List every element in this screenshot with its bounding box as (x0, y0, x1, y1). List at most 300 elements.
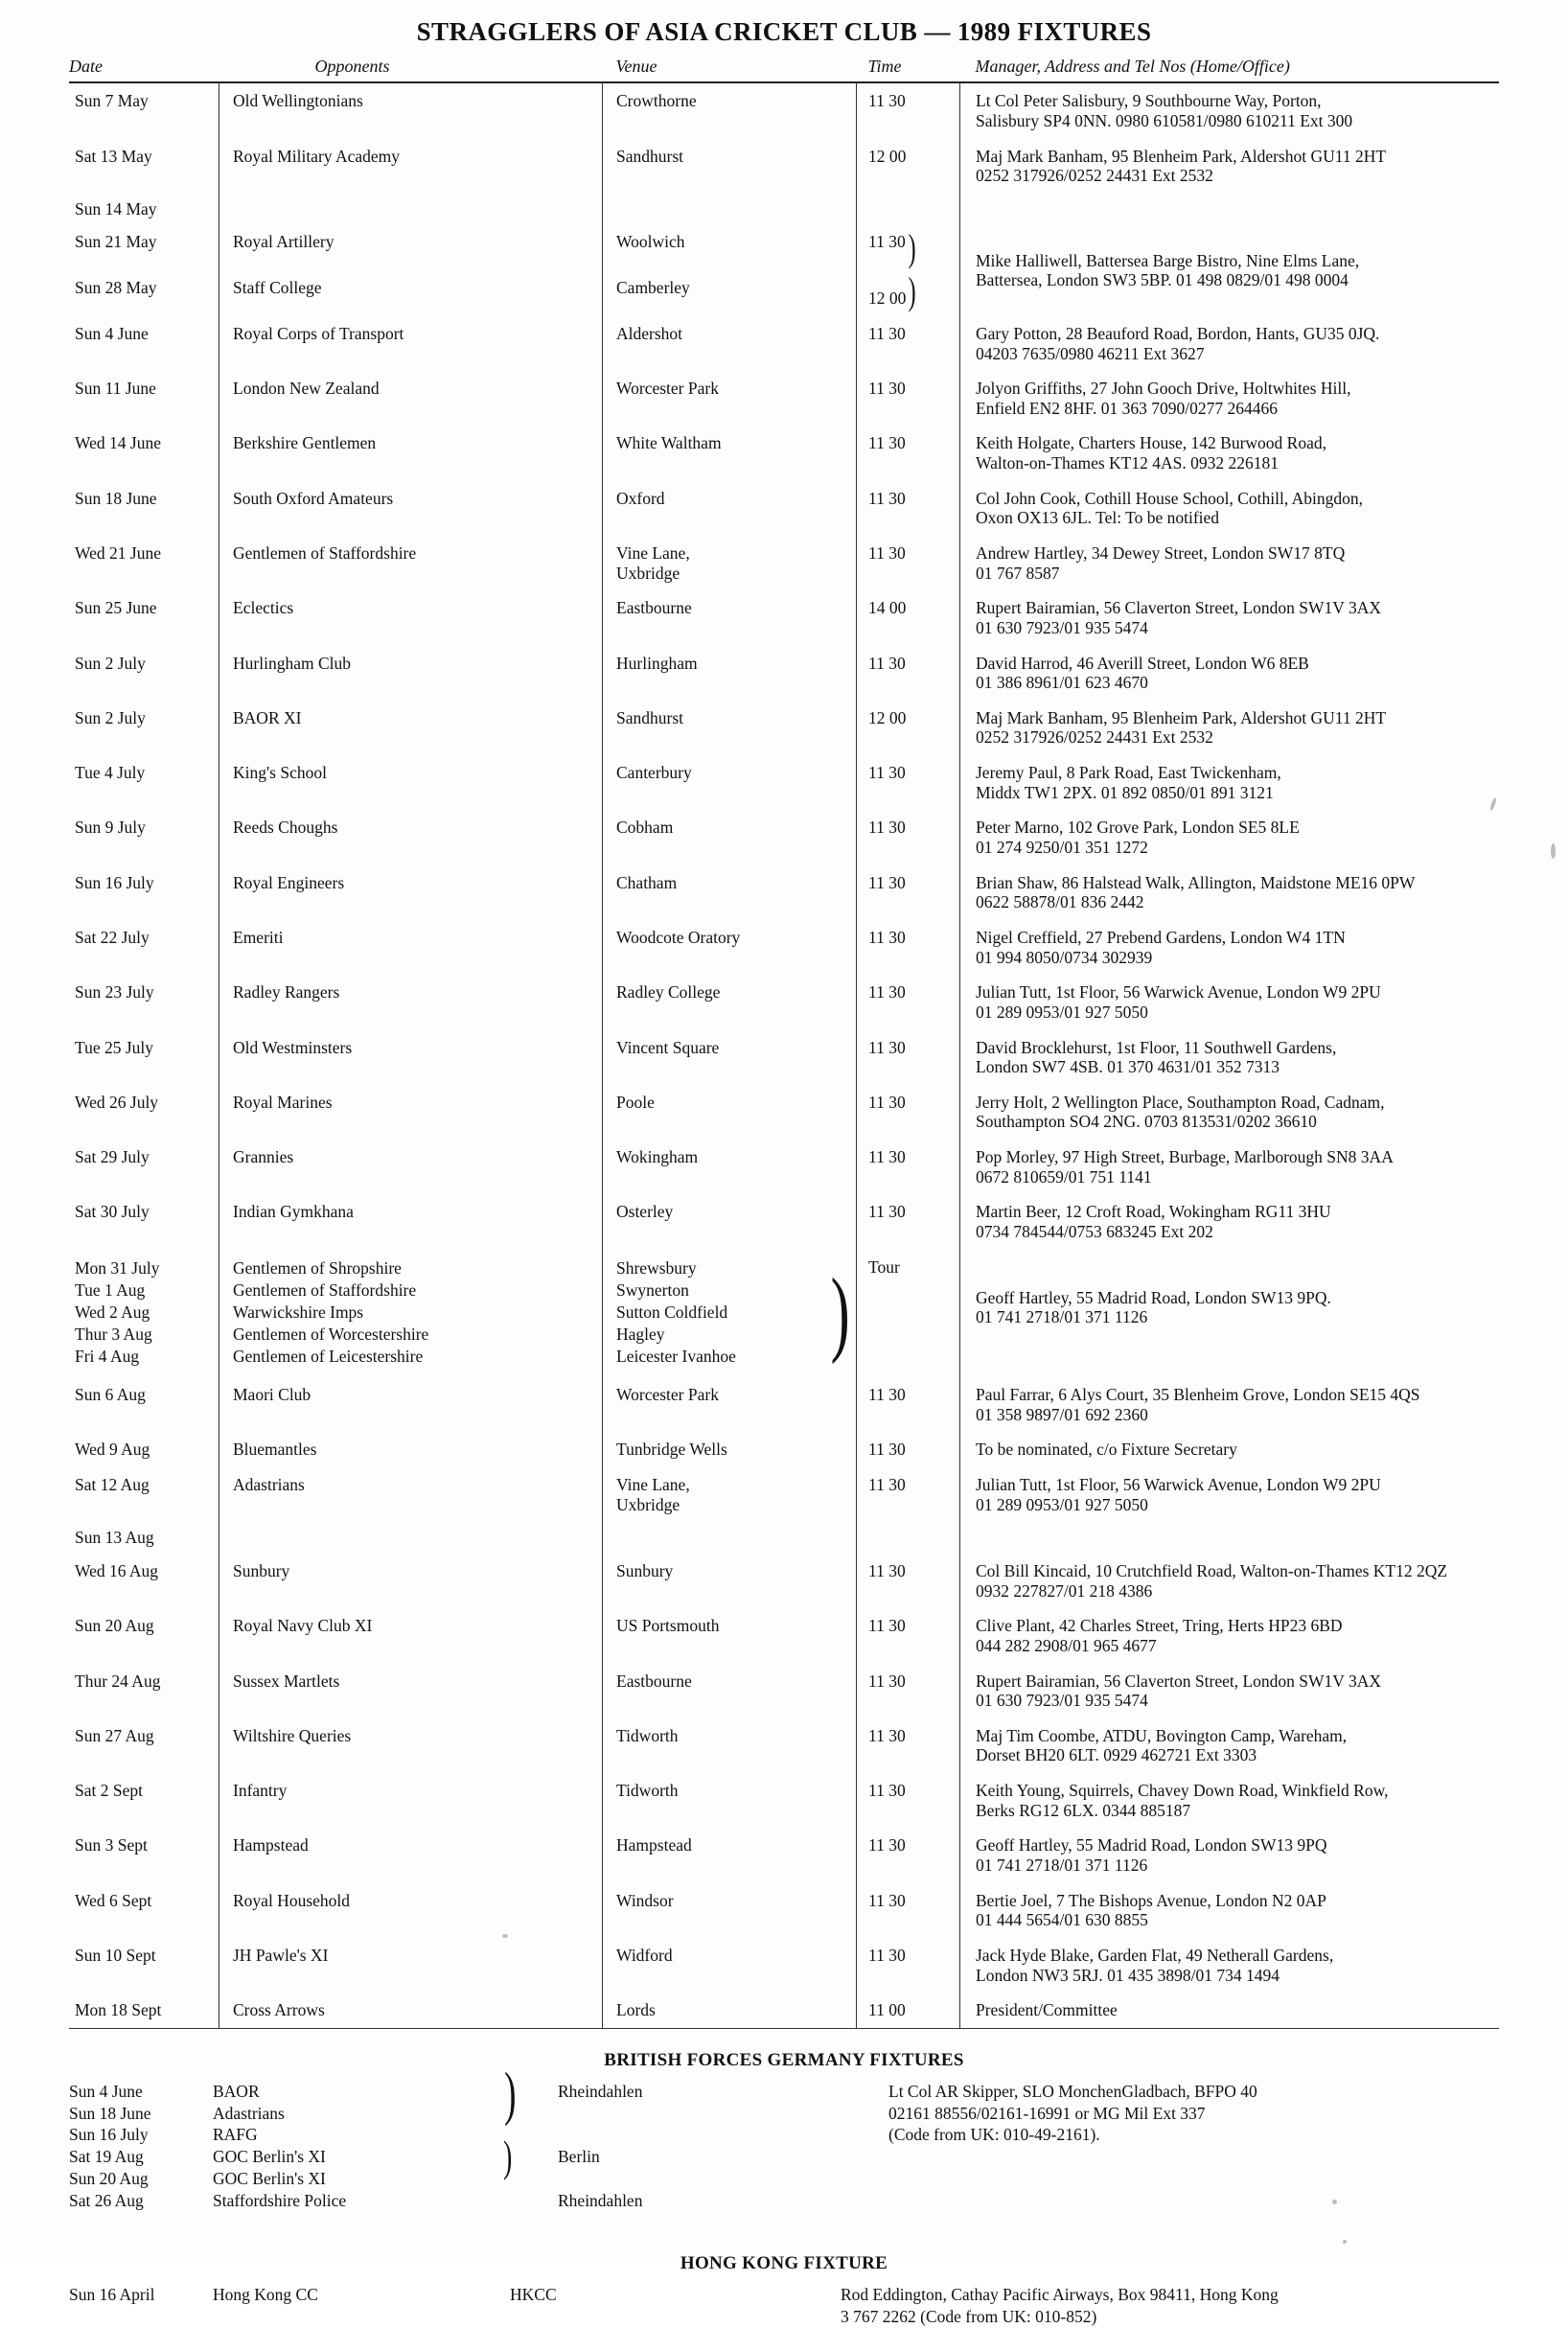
table-header-row (69, 57, 1499, 82)
fixture-time: 11 30 (857, 646, 960, 701)
fixture-venue: Lords (603, 1993, 857, 2028)
manager-line-1: David Brocklehurst, 1st Floor, 11 Southwell Gardens, (976, 1037, 1337, 1057)
fixture-manager (960, 1938, 1500, 1993)
fixture-opponents: Old Wellingtonians (219, 82, 603, 138)
table-row (69, 1432, 1499, 1467)
fixture-manager (960, 1194, 1500, 1249)
fixture-manager (960, 1140, 1500, 1194)
fixture-time: 12 00 (857, 701, 960, 755)
fixture-date: Sat 13 May (75, 146, 152, 166)
bfg-venue-3: Rheindahlen (558, 2190, 643, 2210)
fixture-opponents: Royal Artillery (219, 224, 603, 270)
fixture-venue: Worcester Park (603, 1377, 857, 1432)
fixture-time: 11 30 (857, 82, 960, 138)
fixture-manager (960, 1432, 1500, 1467)
bfg-braces (500, 2061, 558, 2212)
tour-opponent-1: Gentlemen of Shropshire (233, 1257, 402, 1278)
fixture-opponents: Staff College (219, 270, 603, 316)
fixture-opponents: Royal Navy Club XI (219, 1608, 603, 1663)
column-header-manager: Manager, Address and Tel Nos (Home/Office) (960, 57, 1500, 82)
fixture-date: Sun 10 Sept (75, 1945, 156, 1965)
fixture-time (857, 194, 960, 225)
fixture-time: 11 30 (857, 865, 960, 920)
bfg-date-2: Sun 18 June (69, 2103, 151, 2123)
manager-line-2: 01 741 2718/01 371 1126 (976, 1855, 1148, 1876)
fixture-venue: Oxford (603, 481, 857, 536)
fixture-opponents: Cross Arrows (219, 1993, 603, 2028)
manager-line-1: Rod Eddington, Cathay Pacific Airways, Box 98411, Hong Kong (841, 2285, 1279, 2305)
fixture-time: 11 30 (857, 755, 960, 810)
fixture-time: 11 30 (857, 1030, 960, 1085)
table-row (69, 920, 1499, 975)
manager-line-1: Maj Tim Coombe, ATDU, Bovington Camp, Wareham, (976, 1725, 1348, 1745)
fixture-venue: Radley College (603, 975, 857, 1029)
manager-line-2: 01 274 9250/01 351 1272 (976, 838, 1148, 858)
time-value: 12 00 (868, 288, 907, 309)
tour-opponent-4: Gentlemen of Worcestershire (233, 1324, 429, 1344)
fixture-venue: Aldershot (603, 316, 857, 371)
fixture-venue: Canterbury (603, 755, 857, 810)
scan-speck (1332, 2200, 1337, 2204)
fixture-venue (603, 1467, 857, 1522)
hk-date: Sun 16 April (69, 2285, 155, 2305)
bfg-opponent-1: BAOR (213, 2081, 260, 2101)
fixture-date: Wed 16 Aug (75, 1560, 159, 1580)
table-row (69, 536, 1499, 590)
table-row (69, 975, 1499, 1029)
fixture-time: 11 30 (857, 1718, 960, 1773)
fixture-date: Sun 11 June (75, 379, 156, 399)
fixture-date: Sun 27 Aug (75, 1725, 154, 1745)
fixture-venue: Crowthorne (603, 82, 857, 138)
manager-line-2: 044 282 2908/01 965 4677 (976, 1635, 1157, 1655)
fixture-opponents: Emeriti (219, 920, 603, 975)
tour-opponent-5: Gentlemen of Leicestershire (233, 1347, 424, 1367)
fixture-venue (603, 194, 857, 225)
manager-line-2: 0252 317926/0252 24431 Ext 2532 (976, 166, 1213, 186)
fixture-opponents: Adastrians (219, 1467, 603, 1522)
tour-venue-4: Hagley (616, 1324, 665, 1344)
fixture-opponents: Indian Gymkhana (219, 1194, 603, 1249)
fixture-time (857, 270, 960, 316)
fixture-date: Sun 21 May (75, 232, 157, 252)
fixture-date: Wed 21 June (75, 543, 161, 563)
manager-line-1: Julian Tutt, 1st Floor, 56 Warwick Avenue, London W9 2PU (976, 1475, 1381, 1495)
manager-line-2: Battersea, London SW3 5BP. 01 498 0829/01 498 0004 (976, 270, 1349, 290)
manager-line-1: Jack Hyde Blake, Garden Flat, 49 Netherall Gardens, (976, 1945, 1334, 1965)
fixture-date: Wed 26 July (75, 1092, 159, 1112)
fixture-venue (603, 536, 857, 590)
fixture-opponents (219, 194, 603, 225)
fixture-manager (960, 139, 1500, 194)
fixture-manager (960, 1030, 1500, 1085)
manager-line-1: President/Committee (976, 2000, 1118, 2020)
fixture-manager (960, 755, 1500, 810)
fixture-opponents: Hurlingham Club (219, 646, 603, 701)
fixture-date: Sun 2 July (75, 707, 146, 727)
fixture-time (857, 224, 960, 270)
table-row (69, 2284, 1499, 2328)
fixture-manager (960, 1377, 1500, 1432)
fixture-venue: Widford (603, 1938, 857, 1993)
tour-venue-5: Leicester Ivanhoe (616, 1347, 736, 1367)
table-row (69, 224, 1499, 270)
bfg-opponent-6: Staffordshire Police (213, 2190, 347, 2210)
fixture-time: 11 30 (857, 371, 960, 426)
manager-line-2: Walton-on-Thames KT12 4AS. 0932 226181 (976, 453, 1279, 473)
manager-line-2: London NW3 5RJ. 01 435 3898/01 734 1494 (976, 1965, 1280, 1985)
manager-line-1: Geoff Hartley, 55 Madrid Road, London SW13 9PQ (976, 1835, 1327, 1855)
fixture-venue: Tunbridge Wells (603, 1432, 857, 1467)
fixture-venue: Woolwich (603, 224, 857, 270)
hk-heading: HONG KONG FIXTURE (680, 2253, 888, 2274)
bfg-manager (888, 2081, 1499, 2212)
manager-line-1: Peter Marno, 102 Grove Park, London SE5 8LE (976, 818, 1300, 838)
manager-line-2: Berks RG12 6LX. 0344 885187 (976, 1800, 1191, 1820)
manager-line-2: Southampton SO4 2NG. 0703 813531/0202 36610 (976, 1112, 1317, 1132)
manager-line-2: 01 358 9897/01 692 2360 (976, 1404, 1148, 1424)
fixture-manager (960, 810, 1500, 864)
bfg-date-6: Sat 26 Aug (69, 2190, 144, 2210)
tour-opponent-3: Warwickshire Imps (233, 1302, 364, 1322)
tour-opponent-2: Gentlemen of Staffordshire (233, 1279, 417, 1300)
fixture-manager (960, 590, 1500, 645)
tour-venue-2: Swynerton (616, 1279, 689, 1300)
fixture-venue: Sunbury (603, 1554, 857, 1608)
hk-manager (841, 2284, 1499, 2328)
fixture-manager (960, 920, 1500, 975)
bfg-date-3: Sun 16 July (69, 2125, 149, 2145)
fixture-date: Mon 18 Sept (75, 2000, 162, 2020)
fixture-date: Sun 16 July (75, 872, 154, 892)
manager-line-2: Salisbury SP4 0NN. 0980 610581/0980 610211 Ext 300 (976, 110, 1353, 130)
table-row (69, 1718, 1499, 1773)
fixture-manager (960, 426, 1500, 480)
table-row (69, 1773, 1499, 1828)
bfg-opponent-3: RAFG (213, 2125, 258, 2145)
fixture-venue: Hurlingham (603, 646, 857, 701)
table-row (69, 1883, 1499, 1938)
manager-line-2: Oxon OX13 6JL. Tel: To be notified (976, 508, 1220, 528)
fixture-opponents: Eclectics (219, 590, 603, 645)
fixture-time: 11 30 (857, 1938, 960, 1993)
fixture-opponents: Wiltshire Queries (219, 1718, 603, 1773)
manager-line-1: Col John Cook, Cothill House School, Cothill, Abingdon, (976, 488, 1363, 508)
scan-speck (502, 1934, 508, 1938)
manager-line-1: Pop Morley, 97 High Street, Burbage, Marlborough SN8 3AA (976, 1147, 1394, 1167)
fixture-time: 14 00 (857, 590, 960, 645)
fixture-manager (960, 1883, 1500, 1938)
table-row (69, 1377, 1499, 1432)
fixture-manager (960, 975, 1500, 1029)
manager-line-1: Martin Beer, 12 Croft Road, Wokingham RG11 3HU (976, 1202, 1331, 1222)
fixture-date: Sun 9 July (75, 818, 146, 838)
column-header-opponents: Opponents (219, 57, 603, 82)
fixture-venue: White Waltham (603, 426, 857, 480)
fixture-time: 11 30 (857, 1773, 960, 1828)
manager-line-1: Maj Mark Banham, 95 Blenheim Park, Aldershot GU11 2HT (976, 146, 1387, 166)
fixture-venue: US Portsmouth (603, 1608, 857, 1663)
fixture-opponents: King's School (219, 755, 603, 810)
manager-line-2: 04203 7635/0980 46211 Ext 3627 (976, 343, 1205, 363)
tour-date-5: Fri 4 Aug (75, 1347, 140, 1367)
fixture-time: 11 30 (857, 1085, 960, 1140)
table-row (69, 1938, 1499, 1993)
fixture-opponents: Infantry (219, 1773, 603, 1828)
fixture-date: Thur 24 Aug (75, 1671, 161, 1691)
manager-line-2: London SW7 4SB. 01 370 4631/01 352 7313 (976, 1057, 1280, 1077)
fixture-time: 11 30 (857, 810, 960, 864)
tour-date-4: Thur 3 Aug (75, 1324, 152, 1344)
fixture-manager (960, 194, 1500, 225)
brace-icon-group-1: ) (504, 2061, 517, 2127)
table-row (69, 810, 1499, 864)
fixture-manager (960, 1467, 1500, 1522)
fixture-time: 11 30 (857, 1194, 960, 1249)
manager-line-1: Brian Shaw, 86 Halstead Walk, Allington, Maidstone ME16 0PW (976, 872, 1416, 892)
fixture-opponents: Sunbury (219, 1554, 603, 1608)
fixture-manager (960, 1828, 1500, 1882)
fixture-date: Sun 6 Aug (75, 1385, 146, 1405)
fixture-date: Sun 20 Aug (75, 1616, 154, 1636)
fixture-date: Sun 2 July (75, 653, 146, 673)
table-row (69, 1828, 1499, 1882)
fixture-time (857, 1522, 960, 1554)
fixture-date: Sun 25 June (75, 598, 157, 618)
hk-opponents: Hong Kong CC (213, 2285, 318, 2305)
fixture-manager (960, 371, 1500, 426)
fixture-date: Sun 4 June (75, 323, 149, 343)
fixture-manager (960, 701, 1500, 755)
tour-date-1: Mon 31 July (75, 1257, 160, 1278)
venue-line-1: Vine Lane, (616, 543, 690, 563)
spacer-1 (558, 2103, 888, 2125)
fixture-manager (960, 224, 1500, 315)
tour-time: Tour (857, 1250, 960, 1377)
fixture-date: Sat 30 July (75, 1202, 150, 1222)
brace-top-icon: ) (908, 226, 916, 270)
manager-line-1: Paul Farrar, 6 Alys Court, 35 Blenheim Grove, London SE15 4QS (976, 1385, 1420, 1405)
fixture-opponents: Royal Household (219, 1883, 603, 1938)
bfg-opponent-2: Adastrians (213, 2103, 285, 2123)
fixture-manager (960, 1993, 1500, 2028)
table-row (69, 755, 1499, 810)
fixture-venue: Sandhurst (603, 701, 857, 755)
fixture-opponents: Sussex Martlets (219, 1664, 603, 1718)
table-row (69, 646, 1499, 701)
fixture-time: 11 30 (857, 1664, 960, 1718)
manager-line-1: To be nominated, c/o Fixture Secretary (976, 1440, 1237, 1460)
fixture-manager (960, 646, 1500, 701)
fixture-opponents: Bluemantles (219, 1432, 603, 1467)
fixture-time: 11 30 (857, 975, 960, 1029)
fixture-time: 11 30 (857, 1467, 960, 1522)
fixture-date: Sat 2 Sept (75, 1781, 143, 1801)
manager-line-2: 01 289 0953/01 927 5050 (976, 1494, 1148, 1514)
fixture-opponents: Royal Military Academy (219, 139, 603, 194)
manager-line-1: Clive Plant, 42 Charles Street, Tring, Herts HP23 6BD (976, 1616, 1343, 1636)
manager-line-2: 01 444 5654/01 630 8855 (976, 1910, 1148, 1930)
fixture-time: 11 30 (857, 1608, 960, 1663)
fixture-manager (960, 1718, 1500, 1773)
spacer-3 (558, 2168, 888, 2190)
manager-line-1: Jerry Holt, 2 Wellington Place, Southampton Road, Cadnam, (976, 1092, 1385, 1112)
table-row (69, 865, 1499, 920)
manager-line-2: 0622 58878/01 836 2442 (976, 892, 1144, 912)
table-row (69, 82, 1499, 138)
fixture-manager (960, 481, 1500, 536)
bfg-venue-1: Rheindahlen (558, 2081, 643, 2101)
fixtures-table (69, 57, 1499, 2029)
table-row (69, 426, 1499, 480)
fixture-opponents: Berkshire Gentlemen (219, 426, 603, 480)
fixture-venue (603, 1522, 857, 1554)
hk-table (69, 2284, 1499, 2328)
manager-line-1: Keith Young, Squirrels, Chavey Down Road, Winkfield Row, (976, 1781, 1389, 1801)
brace-icon-group-2: ) (503, 2131, 513, 2180)
scan-speck (1343, 2240, 1347, 2244)
manager-line-1: Rupert Bairamian, 56 Claverton Street, London SW1V 3AX (976, 598, 1382, 618)
tour-date-3: Wed 2 Aug (75, 1302, 150, 1322)
time-value: 11 30 (868, 232, 906, 252)
fixture-venue: Tidworth (603, 1718, 857, 1773)
fixture-time: 12 00 (857, 139, 960, 194)
manager-line-2: 01 386 8961/01 623 4670 (976, 673, 1148, 693)
fixture-opponents: Reeds Choughs (219, 810, 603, 864)
tour-manager (960, 1250, 1500, 1377)
fixture-venue: Tidworth (603, 1773, 857, 1828)
fixture-opponents: Gentlemen of Staffordshire (219, 536, 603, 590)
fixture-venue: Worcester Park (603, 371, 857, 426)
fixture-opponents: Old Westminsters (219, 1030, 603, 1085)
manager-line-1: Col Bill Kincaid, 10 Crutchfield Road, Walton-on-Thames KT12 2QZ (976, 1560, 1448, 1580)
fixture-date: Sun 23 July (75, 982, 154, 1003)
fixture-opponents: Royal Corps of Transport (219, 316, 603, 371)
venue-line-1: Vine Lane, (616, 1475, 690, 1495)
tour-venue-3: Sutton Coldfield (616, 1302, 728, 1322)
fixture-time: 11 30 (857, 1554, 960, 1608)
hk-venue: HKCC (510, 2285, 557, 2305)
bfg-table (69, 2061, 1499, 2212)
scan-speck (1551, 843, 1556, 859)
manager-line-2: 0252 317926/0252 24431 Ext 2532 (976, 727, 1213, 748)
fixture-opponents: London New Zealand (219, 371, 603, 426)
manager-line-1: Keith Holgate, Charters House, 142 Burwood Road, (976, 433, 1326, 453)
fixture-date: Sun 28 May (75, 278, 157, 298)
manager-line-2: 0734 784544/0753 683245 Ext 202 (976, 1222, 1213, 1242)
fixture-opponents: JH Pawle's XI (219, 1938, 603, 1993)
fixture-manager (960, 865, 1500, 920)
fixture-venue: Cobham (603, 810, 857, 864)
spacer-2 (558, 2124, 888, 2146)
table-row (69, 1030, 1499, 1085)
fixture-date: Wed 9 Aug (75, 1440, 150, 1460)
fixture-time: 11 30 (857, 426, 960, 480)
manager-line-1: Jolyon Griffiths, 27 John Gooch Drive, Holtwhites Hill, (976, 379, 1351, 399)
manager-line-2: 0672 810659/01 751 1141 (976, 1166, 1152, 1187)
bfg-heading: BRITISH FORCES GERMANY FIXTURES (604, 2049, 964, 2070)
manager-line-1: Maj Mark Banham, 95 Blenheim Park, Aldershot GU11 2HT (976, 707, 1387, 727)
fixture-venue: Wokingham (603, 1140, 857, 1194)
bfg-dates (69, 2081, 213, 2212)
bfg-date-1: Sun 4 June (69, 2081, 143, 2101)
fixture-time: 11 30 (857, 536, 960, 590)
fixture-manager (960, 536, 1500, 590)
table-row (69, 1085, 1499, 1140)
manager-line-2: Dorset BH20 6LT. 0929 462721 Ext 3303 (976, 1745, 1257, 1765)
manager-line-1: Rupert Bairamian, 56 Claverton Street, London SW1V 3AX (976, 1671, 1382, 1691)
table-row (69, 316, 1499, 371)
fixture-date: Sun 14 May (75, 198, 157, 219)
fixture-time: 11 30 (857, 1828, 960, 1882)
fixture-opponents: Grannies (219, 1140, 603, 1194)
bfg-date-5: Sun 20 Aug (69, 2168, 149, 2188)
table-row (69, 2081, 1499, 2212)
manager-line-1: Andrew Hartley, 34 Dewey Street, London SW17 8TQ (976, 543, 1346, 563)
fixture-opponents: BAOR XI (219, 701, 603, 755)
table-row (69, 1194, 1499, 1249)
manager-line-1: Geoff Hartley, 55 Madrid Road, London SW13 9PQ. (976, 1287, 1331, 1307)
manager-line-1: Jeremy Paul, 8 Park Road, East Twickenham, (976, 763, 1281, 783)
fixture-opponents: South Oxford Amateurs (219, 481, 603, 536)
brace-icon: ) (830, 1258, 850, 1366)
manager-line-2: Enfield EN2 8HF. 01 363 7090/0277 264466 (976, 398, 1279, 418)
manager-line-1: Gary Potton, 28 Beauford Road, Bordon, Hants, GU35 0JQ. (976, 323, 1380, 343)
bfg-venue-2: Berlin (558, 2147, 600, 2167)
table-row (69, 701, 1499, 755)
manager-line-1: Nigel Creffield, 27 Prebend Gardens, London W4 1TN (976, 927, 1346, 947)
fixture-venue: Vincent Square (603, 1030, 857, 1085)
fixture-manager (960, 1522, 1500, 1554)
manager-line-2: Middx TW1 2PX. 01 892 0850/01 891 3121 (976, 782, 1274, 802)
manager-line-2: 01 630 7923/01 935 5474 (976, 1691, 1148, 1711)
fixture-venue: Eastbourne (603, 590, 857, 645)
table-row (69, 139, 1499, 194)
fixture-time: 11 30 (857, 1140, 960, 1194)
fixture-manager (960, 1085, 1500, 1140)
table-row (69, 1993, 1499, 2028)
tour-venue-1: Shrewsbury (616, 1257, 697, 1278)
fixture-time: 11 30 (857, 1432, 960, 1467)
manager-line-1: David Harrod, 46 Averill Street, London W6 8EB (976, 653, 1309, 673)
fixture-opponents: Royal Marines (219, 1085, 603, 1140)
tour-date-2: Tue 1 Aug (75, 1279, 146, 1300)
bfg-date-4: Sat 19 Aug (69, 2147, 144, 2167)
table-row (69, 590, 1499, 645)
column-header-time: Time (857, 57, 960, 82)
fixture-time: 11 30 (857, 316, 960, 371)
bfg-opponent-4: GOC Berlin's XI (213, 2147, 326, 2167)
fixture-manager (960, 316, 1500, 371)
tour-opponents (219, 1250, 603, 1377)
fixture-time: 11 30 (857, 1883, 960, 1938)
fixture-date: Sat 29 July (75, 1147, 150, 1167)
fixture-venue: Chatham (603, 865, 857, 920)
manager-line-2: 01 767 8587 (976, 563, 1060, 583)
fixture-manager (960, 1608, 1500, 1663)
table-row (69, 1554, 1499, 1608)
manager-line-2: 02161 88556/02161-16991 or MG Mil Ext 337 (888, 2103, 1206, 2123)
table-row (69, 481, 1499, 536)
fixture-venue: Sandhurst (603, 139, 857, 194)
fixture-date: Sun 18 June (75, 488, 157, 508)
column-header-venue: Venue (603, 57, 857, 82)
fixture-date: Sun 7 May (75, 91, 149, 111)
manager-line-2: 01 289 0953/01 927 5050 (976, 1002, 1148, 1022)
fixture-time: 11 30 (857, 481, 960, 536)
fixture-date: Tue 25 July (75, 1037, 154, 1057)
fixture-venue: Poole (603, 1085, 857, 1140)
